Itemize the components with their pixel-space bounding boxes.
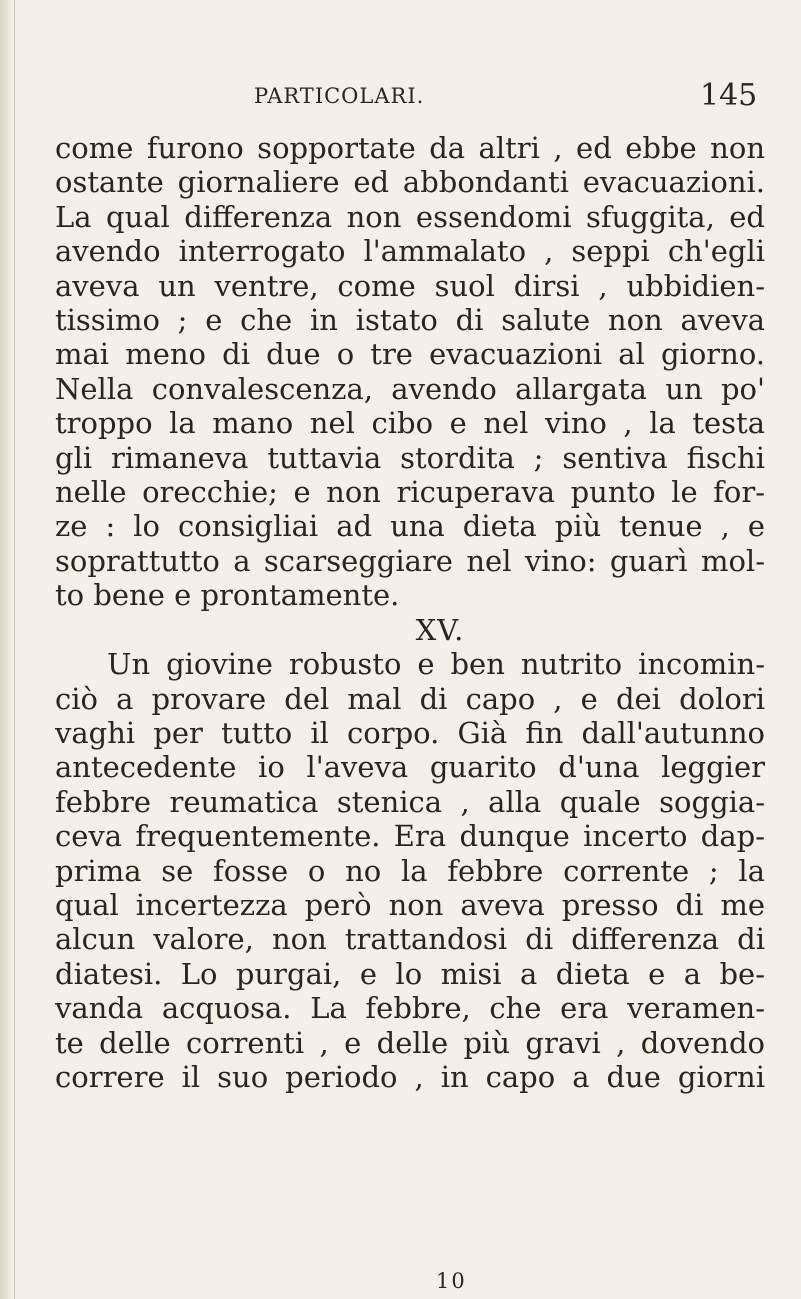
text-line: Un giovine robusto e ben nutrito incomin- xyxy=(107,647,765,682)
text-line: troppo la mano nel cibo e nel vino , la testa xyxy=(55,406,765,441)
text-line: prima se fosse o no la febbre corrente ; la xyxy=(55,853,765,888)
text-line: febbre reumatica stenica , alla quale soggia- xyxy=(55,784,765,819)
text-line: mai meno di due o tre evacuazioni al giorno. xyxy=(55,337,765,372)
text-line: ze : lo consigliai ad una dieta più tenue , e xyxy=(55,509,765,544)
text-line: ceva frequentemente. Era dunque incerto dap- xyxy=(55,819,765,854)
text-line: nelle orecchie; e non ricuperava punto le for- xyxy=(55,475,765,510)
text-line: diatesi. Lo purgai, e lo misi a dieta e a be- xyxy=(55,956,765,991)
text-line: Nella convalescenza, avendo allargata un po' xyxy=(55,371,765,406)
text-line: vaghi per tutto il corpo. Già fin dall'autunno xyxy=(55,715,765,750)
signature-mark: 10 xyxy=(436,1269,467,1293)
text-line: soprattutto a scarseggiare nel vino: guarì mol- xyxy=(55,543,765,578)
text-line: antecedente io l'aveva guarito d'una leggier xyxy=(55,750,765,785)
text-line: correre il suo periodo , in capo a due giorni xyxy=(55,1059,765,1094)
text-line: te delle correnti , e delle più gravi , dovendo xyxy=(55,1025,765,1060)
text-line: La qual differenza non essendomi sfuggita, ed xyxy=(55,199,765,234)
text-line: ostante giornaliere ed abbondanti evacuazioni. xyxy=(55,165,765,200)
running-head: PARTICOLARI. xyxy=(254,84,425,108)
text-line: ciò a provare del mal di capo , e dei dolori xyxy=(55,681,765,716)
text-line: qual incertezza però non aveva presso di me xyxy=(55,887,765,922)
text-line: vanda acquosa. La febbre, che era veramen- xyxy=(55,991,765,1026)
text-line: gli rimaneva tuttavia stordita ; sentiva fischi xyxy=(55,440,765,475)
text-line: aveva un ventre, come suol dirsi , ubbidien- xyxy=(55,268,765,303)
text-line: avendo interrogato l'ammalato , seppi ch'egli xyxy=(55,234,765,269)
text-line: to bene e prontamente. xyxy=(55,578,400,613)
page-binding-edge xyxy=(0,0,15,1299)
section-heading: XV. xyxy=(415,612,465,647)
text-line: tissimo ; e che in istato di salute non aveva xyxy=(55,303,765,338)
text-line: come furono sopportate da altri , ed ebbe non xyxy=(55,131,765,165)
page-number: 145 xyxy=(700,78,758,113)
body-text xyxy=(55,131,765,1094)
text-line: alcun valore, non trattandosi di differenza di xyxy=(55,922,765,957)
